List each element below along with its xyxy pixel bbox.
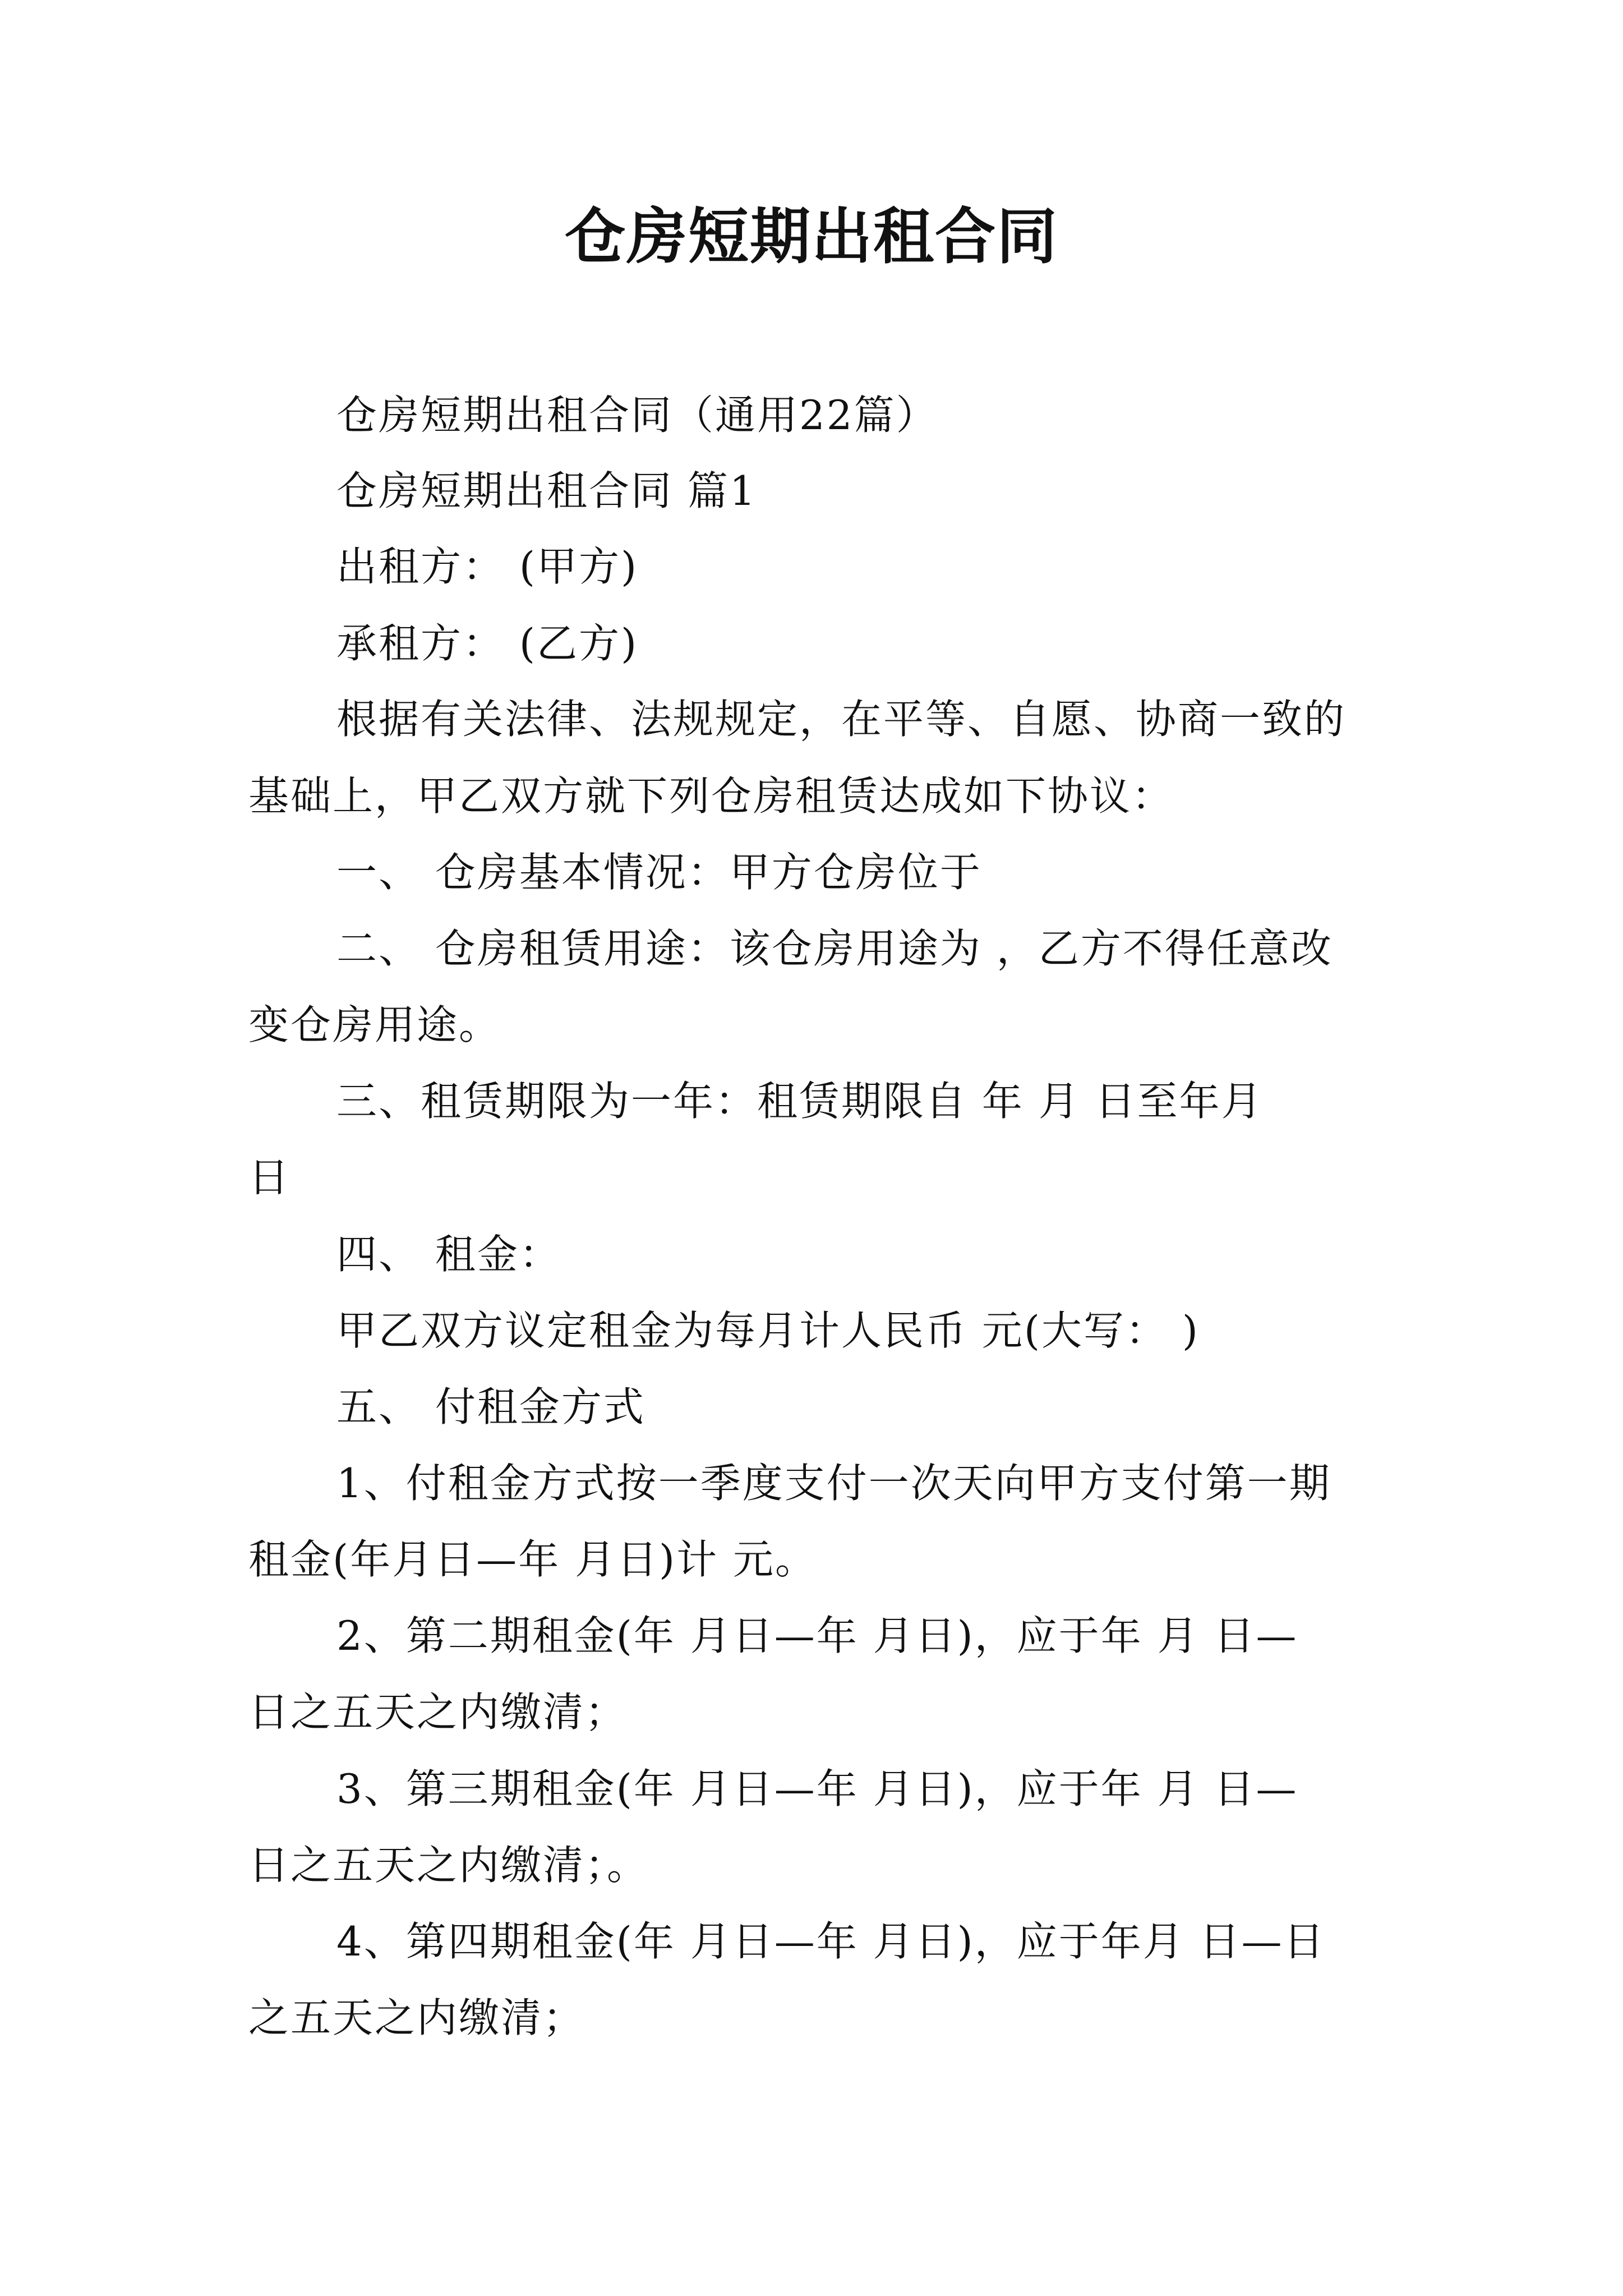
lessor-line: 出租方： (甲方)	[336, 543, 639, 590]
clause-line: 一、 仓房基本情况：甲方仓房位于	[336, 849, 982, 896]
payment-line: 1、付租金方式按一季度支付一次天向甲方支付第一期	[336, 1460, 1331, 1507]
document-title: 仓房短期出租合同	[564, 201, 1058, 272]
clause-line: 甲乙双方议定租金为每月计人民币 元(大写： )	[336, 1307, 1200, 1354]
paragraph-line: 基础上，甲乙双方就下列仓房租赁达成如下协议：	[248, 772, 1174, 820]
clause-line: 四、 租金：	[336, 1231, 561, 1278]
paragraph-line: 根据有关法律、法规规定，在平等、自愿、协商一致的	[336, 696, 1347, 743]
payment-line: 租金(年月日—年 月日)计 元。	[248, 1536, 817, 1583]
payment-line: 日之五天之内缴清；	[248, 1688, 628, 1736]
clause-line: 变仓房用途。	[248, 1001, 501, 1048]
payment-line: 3、第三期租金(年 月日—年 月日)，应于年 月 日—	[336, 1765, 1298, 1812]
clause-line: 三、租赁期限为一年：租赁期限自 年 月 日至年月	[336, 1078, 1264, 1125]
clause-line: 五、 付租金方式	[336, 1383, 645, 1430]
section-heading: 仓房短期出租合同 篇1	[336, 467, 757, 514]
payment-line: 4、第四期租金(年 月日—年 月日)，应于年月 日—日	[336, 1918, 1326, 1965]
subtitle-line: 仓房短期出租合同（通用22篇）	[336, 392, 938, 439]
clause-line: 二、 仓房租赁用途：该仓房用途为 ，乙方不得任意改	[336, 925, 1333, 972]
payment-line: 2、第二期租金(年 月日—年 月日)，应于年 月 日—	[336, 1612, 1298, 1659]
clause-line: 日	[248, 1154, 291, 1201]
payment-line: 日之五天之内缴清；。	[248, 1842, 649, 1889]
payment-line: 之五天之内缴清；	[248, 1994, 585, 2041]
lessee-line: 承租方： (乙方)	[336, 620, 639, 667]
